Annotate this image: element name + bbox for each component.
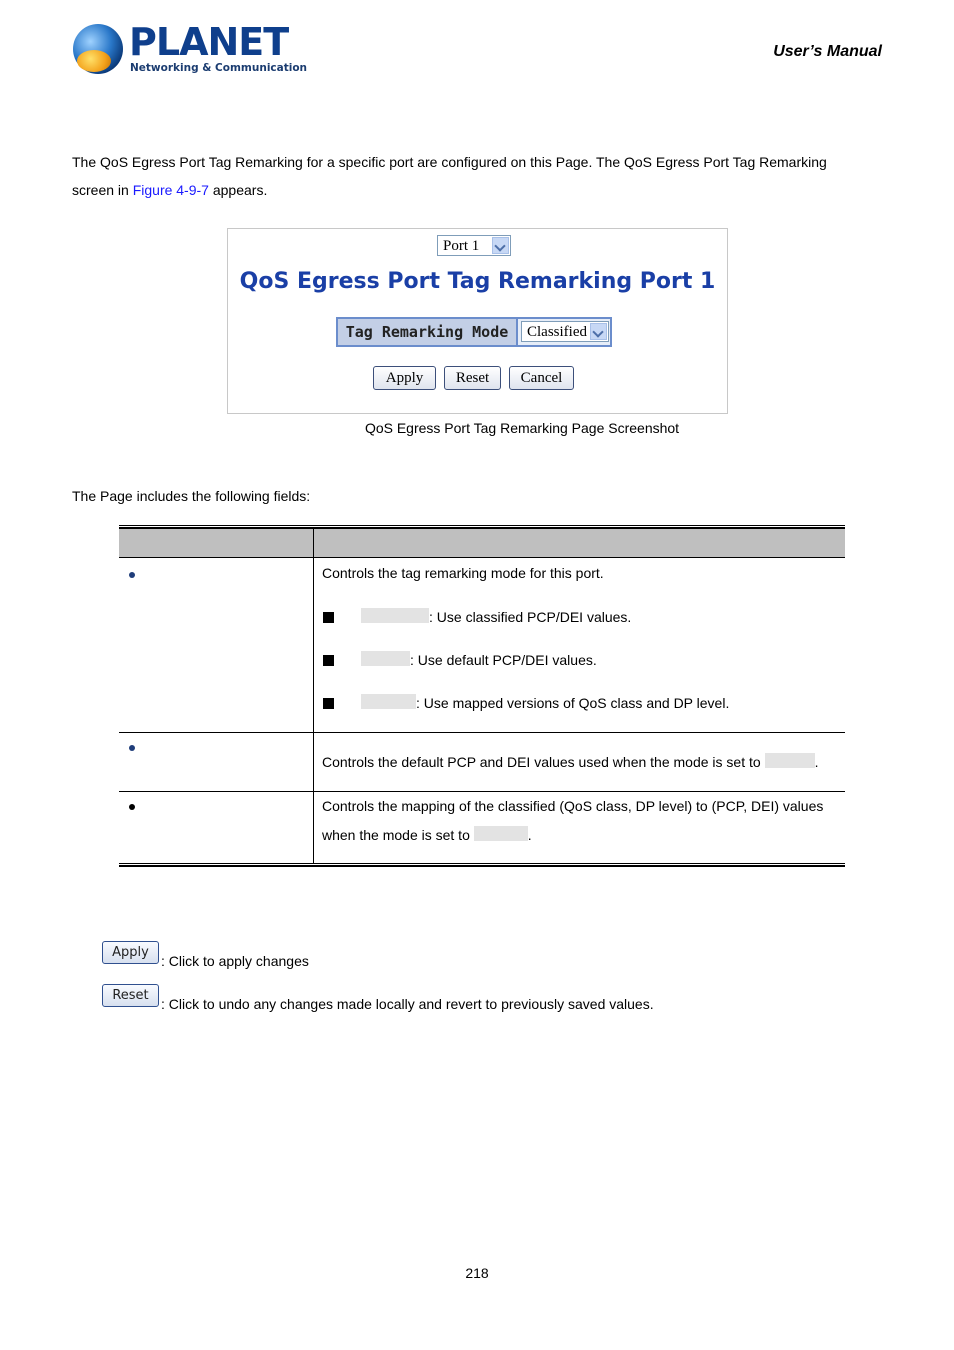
fields-intro: The Page includes the following fields: bbox=[72, 488, 311, 504]
square-bullet-icon bbox=[323, 698, 334, 709]
logo-tagline: Networking & Communication bbox=[130, 62, 308, 74]
table-border bbox=[119, 865, 845, 867]
row1-option-2: : Use default PCP/DEI values. bbox=[361, 649, 597, 671]
row1-option-1: : Use classified PCP/DEI values. bbox=[361, 606, 631, 628]
row1-description: Controls the tag remarking mode for this port. bbox=[322, 565, 604, 581]
table-divider bbox=[313, 557, 314, 864]
port-select-value: Port 1 bbox=[443, 238, 480, 254]
screenshot-figure bbox=[227, 228, 728, 414]
row1-option-3: : Use mapped versions of QoS class and DP level. bbox=[361, 692, 729, 714]
table-divider bbox=[119, 557, 845, 558]
row-bullet bbox=[129, 572, 135, 578]
mode-label: Tag Remarking Mode bbox=[338, 319, 518, 345]
row3-description-line-2: when the mode is set to . bbox=[322, 827, 532, 843]
manual-label: User’s Manual bbox=[773, 43, 882, 60]
table-divider bbox=[119, 791, 845, 792]
table-border bbox=[119, 525, 845, 526]
swoosh-icon bbox=[77, 50, 111, 72]
square-bullet-icon bbox=[323, 612, 334, 623]
apply-button[interactable]: Apply bbox=[373, 366, 436, 390]
intro-line-1: The QoS Egress Port Tag Remarking for a specific port are configured on this Page. The QoS Egress Port Tag Remarking bbox=[72, 154, 827, 170]
port-select[interactable] bbox=[437, 235, 511, 256]
reset-help-text: : Click to undo any changes made locally and revert to previously saved values. bbox=[161, 996, 654, 1012]
intro-prefix: screen in bbox=[72, 182, 133, 198]
page-number: 218 bbox=[465, 1265, 489, 1281]
reset-button[interactable]: Reset bbox=[444, 366, 501, 390]
table-border bbox=[119, 863, 845, 864]
chevron-down-icon bbox=[492, 237, 509, 254]
mode-row bbox=[336, 317, 612, 347]
row2-description: Controls the default PCP and DEI values used when the mode is set to . bbox=[322, 754, 819, 770]
screenshot-title: QoS Egress Port Tag Remarking Port 1 bbox=[239, 269, 716, 294]
chevron-down-icon bbox=[590, 323, 607, 340]
square-bullet-icon bbox=[323, 655, 334, 666]
row-bullet bbox=[129, 745, 135, 751]
mode-select-value: Classified bbox=[527, 324, 587, 340]
apply-button-sample[interactable]: Apply bbox=[102, 941, 159, 964]
reset-button-sample[interactable]: Reset bbox=[102, 984, 159, 1007]
row3-description-line-1: Controls the mapping of the classified (QoS class, DP level) to (PCP, DEI) values bbox=[322, 798, 824, 814]
logo-wordmark: PLANET bbox=[129, 20, 289, 64]
table-divider bbox=[119, 732, 845, 733]
table-header bbox=[119, 529, 845, 557]
intro-line-2 bbox=[72, 176, 267, 204]
apply-help-text: : Click to apply changes bbox=[161, 953, 309, 969]
intro-suffix: appears. bbox=[208, 182, 268, 198]
figure-caption: QoS Egress Port Tag Remarking Page Screenshot bbox=[364, 420, 680, 436]
figure-link[interactable]: Figure 4-9-7 bbox=[132, 182, 209, 198]
table-divider bbox=[313, 529, 314, 557]
row-bullet bbox=[129, 804, 135, 810]
cancel-button[interactable]: Cancel bbox=[509, 366, 574, 390]
mode-select[interactable] bbox=[521, 321, 609, 342]
planet-logo bbox=[73, 20, 308, 78]
